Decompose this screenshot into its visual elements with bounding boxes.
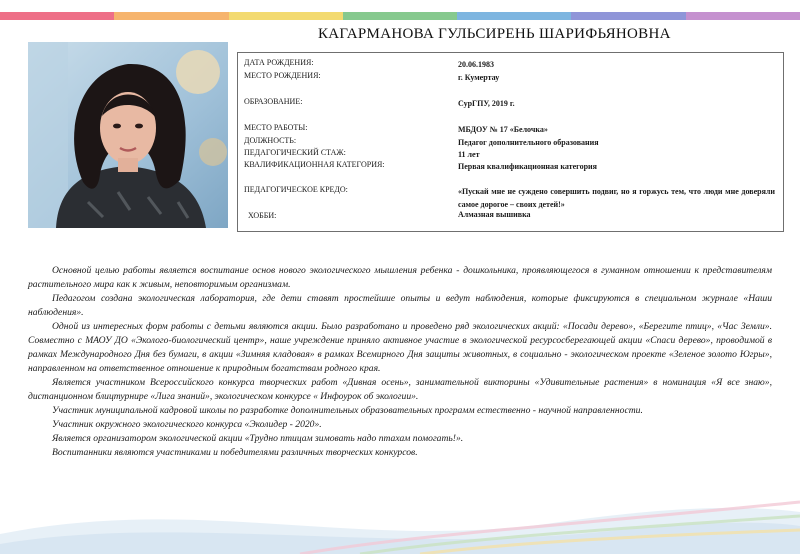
- field-value: СурГПУ, 2019 г.: [458, 99, 515, 108]
- field-value: Педагог дополнительного образования: [458, 138, 599, 147]
- paragraph: Одной из интересных форм работы с детьми являются акции. Было разработано и проведено ряд экологических акций: «Посади дерево», «Берегите птиц», «Час Земли». Совместно с МАОУ ДО «Эколого-биологический центр», наше учреждение приняло активное участие в экологической ресурсосберегающей акции «Спаси дерево», проводимой в рамках Международного Дня без бумаги, в акции «Зимняя кладовая» в рамках Всемирного Дня защиты животных, в социально - экологическом проекте «Зеленое золото Югры», направленном на ответственное отношение к природным богатствам родного края.: [28, 321, 772, 374]
- stripe-segment: [0, 12, 114, 20]
- paragraph: Участник окружного экологического конкурса «Эколидер - 2020».: [52, 419, 322, 430]
- field-label: ПЕДАГОГИЧЕСКОЕ КРЕДО:: [244, 185, 348, 194]
- field-label: ХОББИ:: [248, 211, 277, 220]
- field-value: Алмазная вышивка: [458, 210, 531, 219]
- portrait-photo: [28, 42, 228, 228]
- field-label: ПЕДАГОГИЧЕСКИЙ СТАЖ:: [244, 148, 346, 157]
- stripe-segment: [229, 12, 343, 20]
- decorative-wave: [0, 474, 800, 554]
- field-value: МБДОУ № 17 «Белочка»: [458, 125, 548, 134]
- stripe-segment: [571, 12, 685, 20]
- paragraph: Является организатором экологической акции «Трудно птицам зимовать надо птахам помогать!».: [52, 433, 464, 444]
- paragraph: Является участником Всероссийского конкурса творческих работ «Дивная осень», занимательной викторины «Удивительные растения» в номинация «Я все знаю», дистанционном блицтурнире «Лига знаний», экологическом конкурсе « Инфоурок об экологии».: [28, 377, 772, 402]
- biography-text: [28, 264, 772, 460]
- paragraph: Участник муниципальной кадровой школы по разработке дополнительных образовательных программ естественно - научной направленности.: [52, 405, 643, 416]
- field-value: «Пускай мне не суждено совершить подвиг, но я горжусь тем, что люди мне доверяли самое дорогое – своих детей!»: [458, 187, 775, 209]
- paragraph: Воспитанники являются участниками и победителями различных творческих конкурсов.: [52, 447, 418, 458]
- field-label: ДОЛЖНОСТЬ:: [244, 136, 297, 145]
- stripe-segment: [343, 12, 457, 20]
- field-value: 20.06.1983: [458, 60, 494, 69]
- person-name: КАГАРМАНОВА ГУЛЬСИРЕНЬ ШАРИФЬЯНОВНА: [318, 26, 671, 42]
- portrait-illustration: [28, 42, 228, 228]
- top-color-stripe: [0, 12, 800, 20]
- field-value: Первая квалификационная категория: [458, 162, 597, 171]
- field-label: МЕСТО РАБОТЫ:: [244, 123, 308, 132]
- field-value: г. Кумертау: [458, 73, 500, 82]
- field-value: 11 лет: [458, 150, 480, 159]
- paragraph: Педагогом создана экологическая лаборатория, где дети ставят простейшие опыты и ведут наблюдения, которые фиксируются в специальном журнале «Наши наблюдения».: [28, 293, 772, 318]
- field-label: КВАЛИФИКАЦИОННАЯ КАТЕГОРИЯ:: [244, 160, 385, 169]
- field-label: МЕСТО РОЖДЕНИЯ:: [244, 71, 321, 80]
- stripe-segment: [114, 12, 228, 20]
- stripe-segment: [457, 12, 571, 20]
- stripe-segment: [686, 12, 800, 20]
- field-label: ДАТА РОЖДЕНИЯ:: [244, 58, 314, 67]
- paragraph: Основной целью работы является воспитание основ нового экологического мышления ребенка - дошкольника, проявляющегося в гуманном отношении к представителям растительного мира как к живым, неповторимым организмам.: [28, 265, 772, 290]
- field-label: ОБРАЗОВАНИЕ:: [244, 97, 303, 106]
- info-table: [237, 52, 784, 232]
